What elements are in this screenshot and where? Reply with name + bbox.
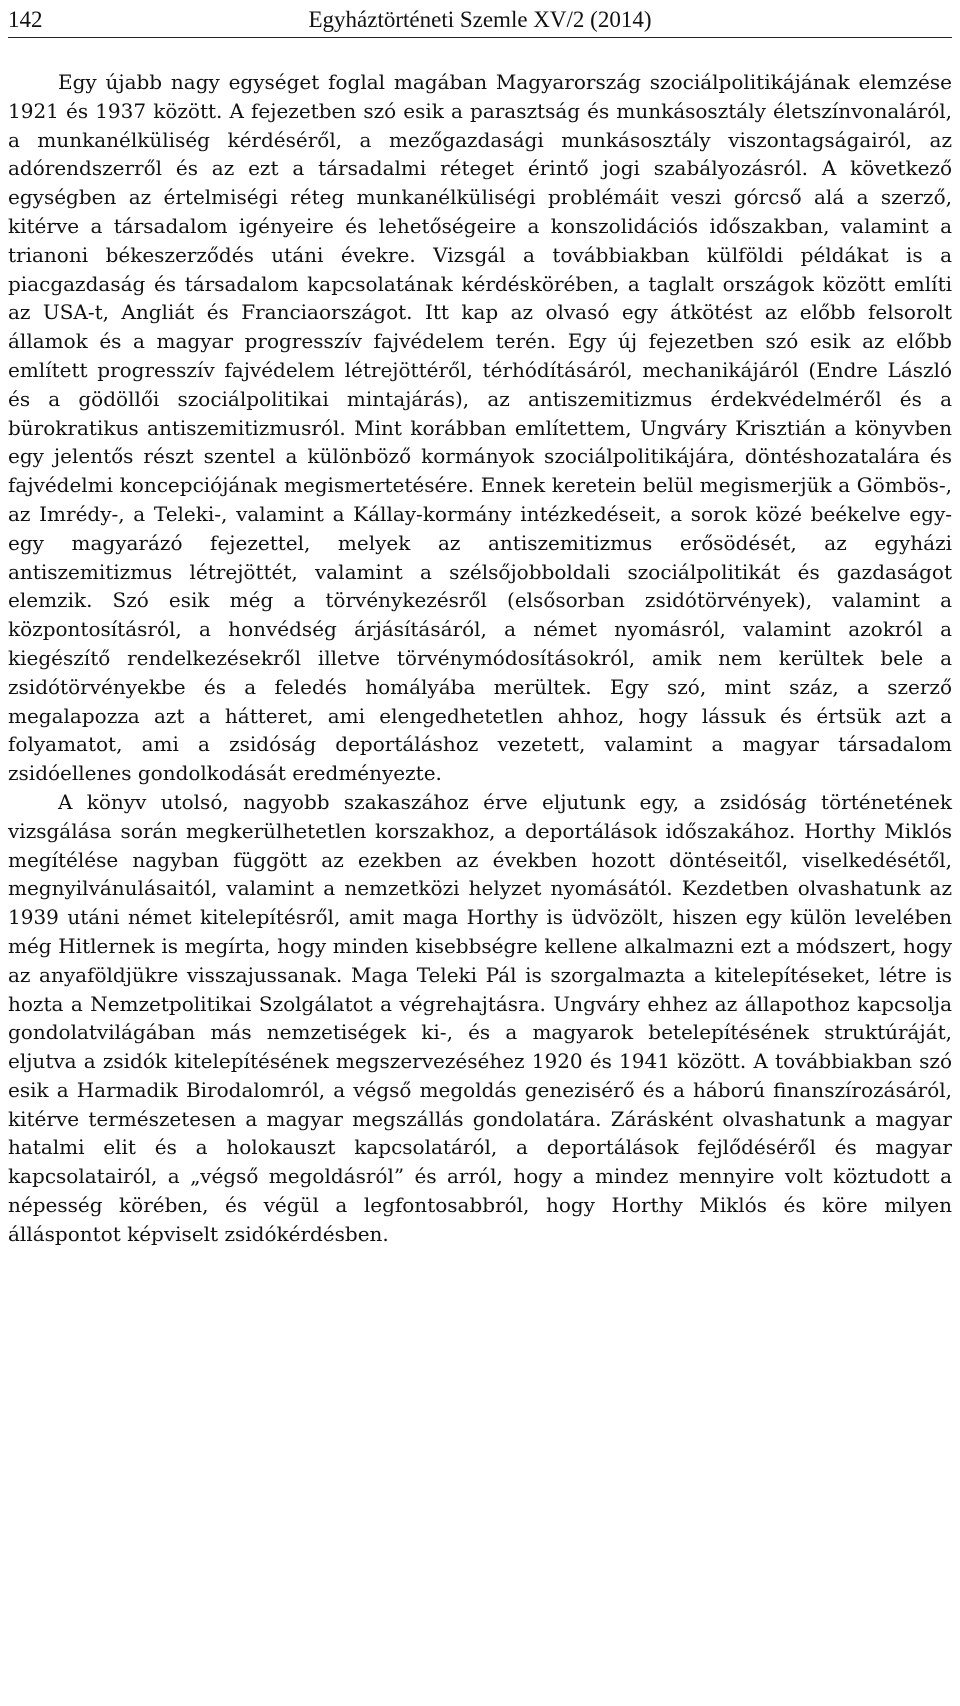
running-title: Egyháztörténeti Szemle XV/2 (2014)	[308, 7, 652, 32]
body-text	[8, 68, 952, 1249]
page-number: 142	[8, 7, 43, 32]
paragraph: A könyv utolsó, nagyobb szakaszához érve eljutunk egy, a zsidóság történetének vizsgálása során megkerülhetetlen korszakhoz, a deportálások időszakához. Horthy Miklós megítélése nagyban függött az ezekben az években hozott döntéseitől, viselkedésétől, megnyilvánulásaitól, valamint a nemzetközi helyzet nyomásától. Kezdetben olvashatunk az 1939 utáni német kitelepítésről, amit maga Horthy is üdvözölt, hiszen egy külön levelében még Hitlernek is megírta, hogy minden kisebbségre kellene alkalmazni ezt a módszert, hogy az anyaföldjükre visszajussanak. Maga Teleki Pál is szorgalmazta a kitelepítéseket, létre is hozta a Nemzetpolitikai Szolgálatot a végrehajtásra. Ungváry ehhez az állapothoz kapcsolja gondolatvilágában más nemzetiségek ki-, és a magyarok betelepítésének struktúráját, eljutva a zsidók kitelepítésének megszervezéséhez 1920 és 1941 között. A továbbiakban szó esik a Harmadik Birodalomról, a végső megoldás genezisérő és a háború finanszírozásáról, kitérve természetesen a magyar megszállás gondolatára. Zárásként olvashatunk a magyar hatalmi elit és a holokauszt kapcsolatáról, a deportálások fejlődéséről és magyar kapcsolatairól, a „végső megoldásról” és arról, hogy a mindez mennyire volt köztudott a népesség körében, és végül a legfontosabbról, hogy Horthy Miklós és köre milyen álláspontot képviselt zsidókérdésben.	[8, 789, 952, 1246]
paragraph: Egy újabb nagy egységet foglal magában Magyarország szociálpolitikájának elemzése 1921 és 1937 között. A fejezetben szó esik a parasztság és munkásosztály életszínvonaláról, a munkanélküliség kérdéséről, a mezőgazdasági munkásosztály viszontagságairól, az adórendszerről és az ezt a társadalmi réteget érintő jogi szabályozásról. A következő egységben az értelmiségi réteg munkanélküliségi problémáit veszi górcső alá a szerző, kitérve a társadalom igényeire és lehetőségeire a konszolidációs időszakban, valamint a trianoni békeszerződés utáni évekre. Vizsgál a továbbiakban külföldi példákat is a piacgazdaság és társadalom kapcsolatának kérdéskörében, a taglalt országok között említi az USA-t, Angliát és Franciaországot. Itt kap az olvasó egy átkötést az előbb felsorolt államok és a magyar progresszív fajvédelem terén. Egy új fejezetben szó esik az előbb említett progresszív fajvédelem létrejöttéről, térhódításáról, mechanikájáról (Endre László és a gödöllői szociálpolitikai mintajárás), az antiszemitizmus érdekvédelméről és a bürokratikus antiszemitizmusról. Mint korábban említettem, Ungváry Krisztián a könyvben egy jelentős részt szentel a különböző kormányok szociálpolitikájára, döntéshozatalára és fajvédelmi koncepciójának megismertetésére. Ennek keretein belül megismerjük a Gömbös-, az Imrédy-, a Teleki-, valamint a Kállay-kormány intézkedéseit, a sorok közé beékelve egy-egy magyarázó fejezettel, melyek az antiszemitizmus erősödését, az egyházi antiszemitizmus létrejöttét, valamint a szélsőjobboldali szociálpolitikát és gazdaságot elemzik. Szó esik még a törvénykezésről (elsősorban zsidótörvények), valamint a központosításról, a honvédség árjásításáról, a német nyomásról, valamint azokról a kiegészítő rendelkezésekről illetve törvénymódosításokról, amik nem kerültek bele a zsidótörvényekbe és a feledés homályába merültek. Egy szó, mint száz, a szerző megalapozza azt a hátteret, ami elengedhetetlen ahhoz, hogy lássuk és értsük azt a folyamatot, ami a zsidóság deportáláshoz vezetett, valamint a magyar társadalom zsidóellenes gondolkodását eredményezte.	[8, 70, 952, 786]
page-header	[8, 6, 952, 34]
header-rule	[8, 37, 952, 38]
